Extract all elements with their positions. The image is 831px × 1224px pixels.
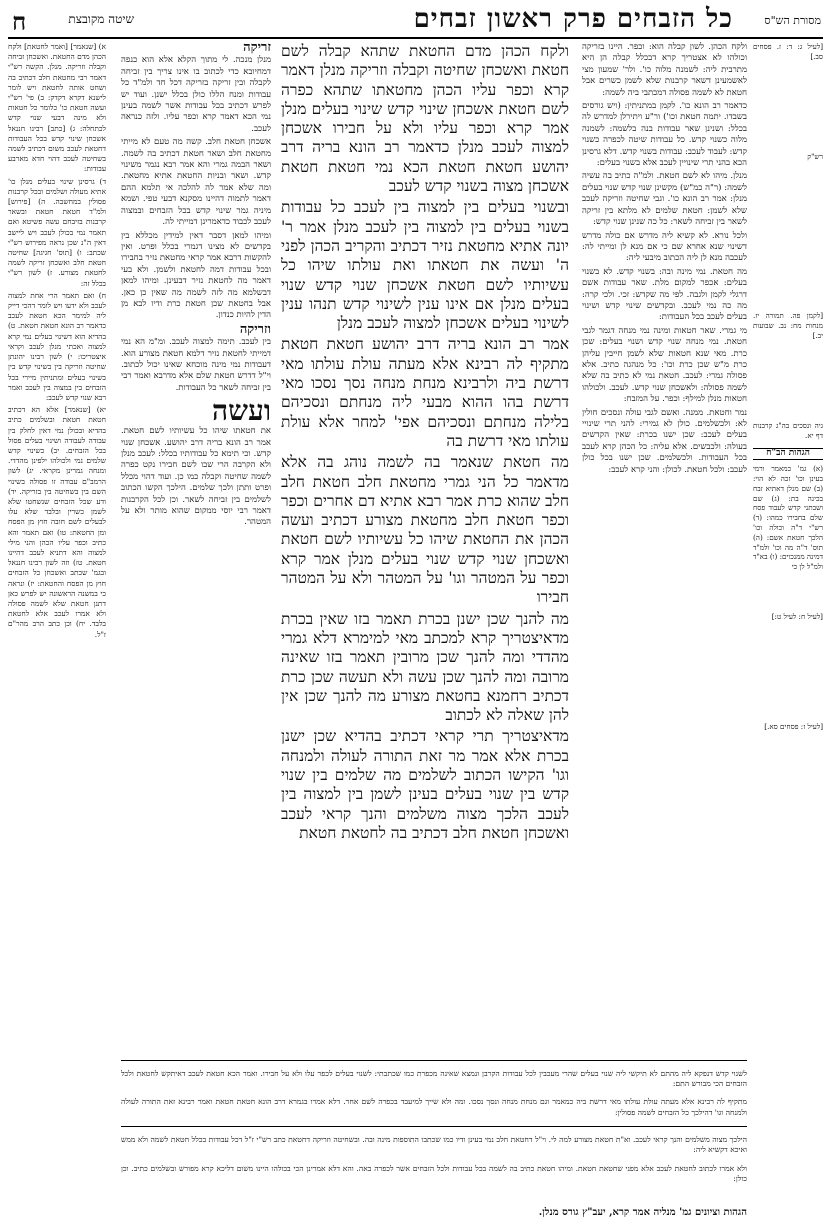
margin-ref: [לקמן פה. תמורה יז. מנחות מח: נב. שבועות יב.] — [753, 311, 823, 340]
rashi-paragraph: ולקח הכהן. לשון קבלה הוא: וכפר. היינו בזריקה וכולהו לא אצטריך קרא דבכלל קבלה הן היא מתרבית ליה: לשמנה מלוה כו'. ולר' שמעון מצי לאשמעינן דשאר קרבנות שלא לשמן כשרים אבל חטאת לא לשמה פסולה דמכתבי ביה לשמה: — [582, 42, 747, 98]
page-title: כל הזבחים פרק ראשון זבחים — [413, 4, 733, 34]
gemara-column — [281, 42, 569, 1054]
rashi-paragraph: נמר וחטאת. ממנה. ואשם לגבי עולה ונסכים חולין לא: ולכשלמים. כולן לא גמירי: להני תרי שינויי בעלים לעכב: שכן ישנו בכרת: שאין הקדשים בעולה: ולכבשים. אלא עליה: כל הכהן קרא לעכב בכל העבודות. ולכשלמים. שכן ישנו בכל כולן לעכב: ולכל חטאת. לכולן: והני קרא לעכב: — [582, 407, 747, 475]
margin-ref: גיה ונסכים בה"ג קרבנות דף יא. — [753, 420, 823, 440]
margin-ref: [לעיל ג: ד: ז. פסחים סב.] — [753, 42, 823, 61]
tosafot-paragraph: את חטאתו שיהו כל עשיותיו לשם חטאת. אמר רב הונא בריה דרב יהושע. אשכחן שנוי קדש. וכי תימא כל עבודותיו בכלל: לעכב מנלן ולא הקרבה הרי שבו לשם חבירו נקט כפרה לשמה שחיטה וקבלה כמו כן. ועוד דהוי מכלל ופרט ותתן ולכך שלמים. הילכך הקשו הכתוב לשלמים בין זביחה לשאר. וכן לכל הקרבנות דאמר רבי יוסי ממקום שהוא מותר ולא על המטהר. — [121, 426, 271, 528]
divider — [121, 1060, 747, 1061]
bottom-commentary — [121, 1058, 747, 1198]
divider — [121, 1126, 747, 1127]
mesorah-label: מסורת הש"ס — [764, 14, 821, 27]
shita-label: שיטה מקובצת — [68, 12, 134, 26]
daf-letter: ח — [12, 7, 27, 36]
margin-ref: [לעיל ז: פסחים סא.] — [764, 721, 823, 731]
gemara-paragraph: מה חטאת שנאמר בה לשמה נוהג בה אלא מדאמר כל הני גמרי מחטאת חלב חטאת חלב חלב שהוא כרת אמר רבא אתיא דם אחרים וכפר וכפר חטאת חלב מחטאת מצורע דכתיב ועשה הכהן את החטאת שיהו כל עשיותיו לשם חטאת ואשכחן שנוי קדש שנוי בעלים מנלן אמר קרא וכפר על המטהר וגו' על המטהר ולא על המטהר חבירו — [281, 453, 569, 607]
page-header — [8, 6, 823, 36]
tosafot-column — [121, 42, 271, 1102]
bottom-line: ולא אמרו לכתוב לחטאת לעכב אלא מפני שחטאת חטאת. ומיהו חטאת כתיב בה לשמה בכל עבודות ולכל הזבחים אשר לכפרה באה. והא דלא אמרינן הכי בכולהו היינו משום דליכא קרא מפורש ובשלמים כתיב. וכן כולן: — [121, 1163, 747, 1184]
shita-column — [8, 42, 106, 1202]
bottom-line: הילכך מצוה משלמים והנך קראי לעכב. וא"ת חטאת מצורע למה לי. וי"ל דחטאת חלב נמי בעינן ודיו כמו שכתבו התוספות מינה ובה. ובשחיטה וזריקה דחטאת כתב רש"י ז"ל דכל עבודות בכלל חטאת לשמה ולא ממש ואיכא דקשיא ליה: — [121, 1134, 747, 1155]
gemara-paragraph: ובשנוי בעלים בין למצוה בין לעכב כל עבודות בשנוי בעלים בין למצוה בין לעכב מנלן אמר ר' יונה אתיא מחטאת נזיר דכתיב והקריב הכהן לפני ה' ועשה את חטאתו ואת עולתו שיהו כל עשיותיו לשם חטאת אשכחן שנוי קדש שנוי בעלים מנלן אם אינו ענין לשינוי קדש תנהו ענין לשינוי בעלים אשכחן למצוה לעכב מנלן — [281, 198, 569, 333]
shita-paragraph: ד) גרסינן שינוי בעלים מנלן כו' אתיא מעולה ושלמים ובכל קרבנות פסולין במחשבה. ה) [פירוש] ולמ"ד חטאת חטאת ובשאר קרבנות בזיבחם עשה פשיטא ואם תאמר נמי בכולן לעכב ויש ליישב דאין ה"נ שכן נראה מפירוש רש"י שכתב: ו) [תוס' חגיגה] שחיטה חטאת חלב ואשכחן זריקה לשמה לחטאת מצורע. ז) לשון רש"י בכלל זה: — [8, 176, 106, 288]
hagahot-title: הגהות הב"ח — [753, 448, 823, 460]
gemara-paragraph: מדאיצטריך תרי קראי דכתיב בהדיא שכן ישנן בכרת אלא אמר מר זאת התורה לעולה ולמנחה וגו' הקישו הכתוב לשלמים מה שלמים בין שנוי קדש בין שנוי בעלים בעינן לשמן בין למצוה בין לעכב הלכך מצוה משלמים והנך קראי לעכב ואשכחן חטאת חלב דכתיב בה לחטאת חטאת — [281, 727, 569, 842]
shita-paragraph: ח) ואם תאמר הרי אחת למצוה לעכב ולא ידעו ויש לומר דהכי דייק ליה למימר הכא חטאת לעכב כדאמר רב הונא חטאת חטאת. ט) בהדיא הוא דשינוי בעלים נמי קרא למצוה ואכתי מנלן לעכב וקראי איצטריכו: י) לשון רבינו יהונתן שחיטה וזריקה בין בשינוי קדש בין בשינוי בעלים ומתניתין מיירי בכל הזבחים בין במצוה בין לעכב ואמר רבא שנוי קדש לעכב: — [8, 290, 106, 402]
gemara-paragraph: מה להנך שכן ישנן בכרת תאמר בזו שאין בכרת מדאיצטריך קרא למכתב מאי למימרא דלא גמרי מהדדי ומה להנך שכן מרובין תאמר בזו שאינה מרובה ומה להנך שכן עשה ולא תעשה שכן כרת דכתיב רחמנא בחטאת מצורע מה להנך שכן אין להן שאלה לא לכתוב — [281, 609, 569, 725]
tosafot-paragraph: מנלן מנכה. לי מתוך הקלא אלא הוא כנפה דמחיובא כדי לכתוב בו אינו צריך בין זביחה לקבלה ובין זריקה בזריקה דכל חד ולמ"ד כל עבודות ומנח הללו כולן בכלל ישנן. ועוד יש לפרש דכתיב בכל עבודות אשר לשמה בעינן נמי הכא דאמר קרא וכפר עליו. ולזה כנראה לעכב. — [121, 55, 271, 134]
hagahot-body: (א) גמ' כמאמר ורמי בעינן וכו' זכה לא הוי: (ב) שם מנלן דאתיא זבח בכינה בת: (ג) שם ושבתני קדש לעבוד פסח שלם בחבירו כמהו: (ד) רש"י ד"ה וכולה וכו' הלכך חטאת אשם: (ה) תוס' ד"ה מה וכו' ולמ"ד דמינה ממנכוים: (ו) בא"ד ולמ"ל לן כי — [753, 464, 823, 572]
tosafot-paragraph: ומיהו למאן דסבר דאין למידין מכללא בין בקדשים לא מצינו דגמרי בכלל ופרט. ואין להקשות דרבא אמר קראי מחטאת נזיר בחבירו ובכל עבודות דמה לחטאת ולשמן. ולא בעי דאמר מה לחטאת נזיר דבעינן. ומיהו למאן דבשלמא מה לזה לשמה מה שאין כן כאן. אבל בחטאת שכן חטאת כרת ודיו לבא מן הדין להיות כנדון. — [121, 230, 271, 321]
dibur-hamatchil: ועשה — [212, 394, 271, 428]
margin-ref: רש"ק — [807, 151, 823, 161]
rashi-column — [582, 42, 747, 1002]
bottom-line: לשנוי קדש דנפקא ליה מהתם לא תיקשי ליה שנוי בעלים שהרי מעכבין לכל עבודות הקרבן ונמצא שאינה מכפרת כמו שכתבתי: לשנוי בעלים לכפר עלו ולא על חבירו. ואמר הכא חטאת לעכב דאיתקש לחטאת ולכל הזבחים הכי מבורש התם: — [121, 1068, 747, 1089]
shita-paragraph: א) [שנאמר] [ואמר לחטאת] ולקח הכהן מדם החטאת. ואשכחן זביחה וקבלה וזריקה. מנלן. הקשה רש"י דאמר רבי מחטאת חלב דכתיב בה ושחט אותה לחטאת ויש לומר לישנא דקרא דקדק: ב) פי' רש"י ועשה חטאת כו' כלומר כל חטאות ולא מינה דבעי שנוי קדש לכתחלה: ג) [כתב] רבינו חננאל אשכחן שינוי קדש בכל העבודות דחטאת לעכב משום דכתיב לשמה בשחיטה לעכב דהוי חדא מארבע עבודות: — [8, 42, 106, 174]
header-rule — [8, 37, 823, 39]
bottom-line: מתקיף לה רבינא אלא מעתה עולת עולתו מאי דרשת ביה כמאמר וגם מנחת מנחה ונסך נסכו. ומה ולא שייך למיעבד בכפרה לשם אחר. דלא אמרו בגמרא דרב הונא חטאת חטאת ואמר רבינא זאת התורה לעולה ולמנחה וגו' דהילכך כל הזבחים לשמה פסולין: — [121, 1097, 747, 1117]
dibur-hamatchil: וזריקה — [239, 321, 271, 337]
rashi-paragraph: מי גמרי. שאר חטאות ומינה נמי מנחה דגמר לגבי חטאת. נמי מנחה שנוי קדש ושנוי בעלים: שכן כרת. מאי שנא חטאות שלא לשמן חייבין עליהן כרת מ"ש שכן כרת וכו': כל מנהגה כתיב. אלא פסולה גמרי: לעכב. חטאת נמי לא כתיב בה שלא לשמה פסולה: ולאשכחן שנוי קדש. לעכב. ולכולהו חטאות מנלן למילף: וכפר. על המזבח: — [582, 325, 747, 405]
shita-paragraph: יא) [שנאמר] אלא הא דכתיב חטאת חטאת ובשלמים כתיב בהדיא ובכולן נמי דאין לחלק בין עבודה לעבודה ושינוי בעלים פסול בכל הזבחים. יב) כשינוי קדש שלמים נמי ולכולהו ילפינן מהדדי. ומנחה גמרינן מקראי. יג) לשון הרמב"ם עבודה זו פסולה בשינוי השם בין בשחיטה בין בזריקה. יד) ודע שכל הזבחים שנשחטו שלא לשמן כשרין ובלבד שלא עלו לבעלים לשם חובה חוץ מן הפסח ומן החטאת: טו) ואם תאמר והא כתיב וכפר עליו הכהן והני מילי למצוה והא דתניא לעכב דהיינו חטאת. טז) וזה לשון רבינו חננאל ובגמ' שכתב ואשכחן כל הזבחים חוץ מן הפסח והחטאת: יז) ונראה כי במשנה הראשונה יש לפרש כאן דתנן חטאת שלא לשמה פסולה ולא אמרו לעכב אלא לחטאת בלבד. יח) וכן כתב הרב מהר"ם ז"ל. — [8, 405, 106, 639]
rashi-paragraph: מנלן. מיהו לא לשם חטאת. ולמ"ה כתיב בה עשיה לשמה: (ר"ה כמ"ש) מקשינן שנוי קדש שנוי בעלים מנלן: אמר רב הונא כו'. וגבי שחיטה וזריקה לעכב שלא לשמן: חטאת שלמים לא מלתא בין זריקה לשאר בין זביחה לשאר: כל כה שנינן שנוי קדש: — [582, 171, 747, 228]
gemara-paragraph: ולקח הכהן מדם החטאת שתהא קבלה לשם חטאת ואשכחן שחיטה וקבלה וזריקה מנלן דאמר קרא וכפר עליו הכהן מחטאתו שתהא כפרה לשם חטאת אשכחן שינוי קדש שינוי בעלים מנלן אמר קרא וכפר עליו ולא על חבירו אשכחן למצוה לעכב מנלן כדאמר רב הונא בריה דרב יהושע חטאת חטאת הכא נמי חטאת חטאת אשכחן מצוה בשנוי קדש לעכב — [281, 42, 569, 196]
dibur-hamatchil: זריקה — [243, 42, 271, 55]
rashi-paragraph: מה חטאת. נמי מינה ובה: בשנוי קדש. לא בשנוי בעלים: אכפר למקום מלת. שאר עבודות אשם דרגלי לקמן ולגבה. לפי מה שקדש: זכי. ולכי קרה: מה כה נמי לעכב. ובקדשים שינוי קדש ושינוי בעלים לעכב בכל העבודות: — [582, 266, 747, 323]
footer-hagahot: הגהות וציונים גמ' מנליה אמר קרא, יעב"ץ גורס מנלן. — [538, 1207, 747, 1218]
rashi-paragraph: כדאמר רב הונא כו'. לקמן במתניתין: (ויש גורסים בשבדו. יתמה חטאת וכו') ור"ע ויתירלן למדרש לה בכלל: ושנינן שאר עבודות בנה בלשמה: לשמנה מלוה כשנוי קדש. כל עבודות שיטה לכפרה כשנוי קדש: לעבוד לעכב: עבודות בשנוי קדש. דלא גרסינן הכא בהני תרי שינויין לעכב אלא בשנוי בעלים: — [582, 101, 747, 169]
margin-ref: [לעיל ח: לעיל ט:] — [771, 611, 823, 621]
margin-column — [753, 42, 823, 1002]
tosafot-paragraph: אשכחן חטאת חלב. קשה מה טעם לא מייתי מחטאת חלב ושאר חטאת דכתיב בה לשמה. ושאר הבמה גמרי והא אמר רבא נגמר משינוי קדש. ושאר ובניות החטאת אתיא מחטאת. ומה שלא אמר לה להלכה אי תלמא ההם דאמר לתמוה דהיינו מסקנא דבעי טפי. ושמא מיניה גמר שינוי קדש בכל הזבחים ובמצוה לעכב לכבוד כדאמרינן דמייתי לה. — [121, 137, 271, 228]
gemara-paragraph: אמר רב הונא בריה דרב יהושע חטאת חטאת מתקיף לה רבינא אלא מעתה עולת עולתו מאי דרשת ביה ולרבינא מנחת מנחה נסך נסכו מאי דרשת בהו ההוא מבעי ליה מנחתם ונסכיהם בלילה מנחתם ונסכיהם אפי' למחר אלא עולת עולתו מאי דרשת בה — [281, 335, 569, 450]
tosafot-paragraph: בין לעכב. תימה למצוה לעכב. ומ"מ הא נמי דמייתי לחטאת נזיר דלמא חטאת מצורע הוא. דעבודות נמי מינה מוכחא שאינו יכול לכתוב. וי"ל דדרש חטאת שלם אלא מדרבא ואמר רבי בין זביחה לשאר כל העבודות. — [121, 337, 271, 393]
rashi-paragraph: ולכל נורא. לא קשיא ליה מדרש אם כולה מדרש דשינוי שנא אחרא שם כי אם מנא לן ומייתי לה: לעכבה מנא לן ליה הכתוב מיבעי ליה: — [582, 230, 747, 264]
